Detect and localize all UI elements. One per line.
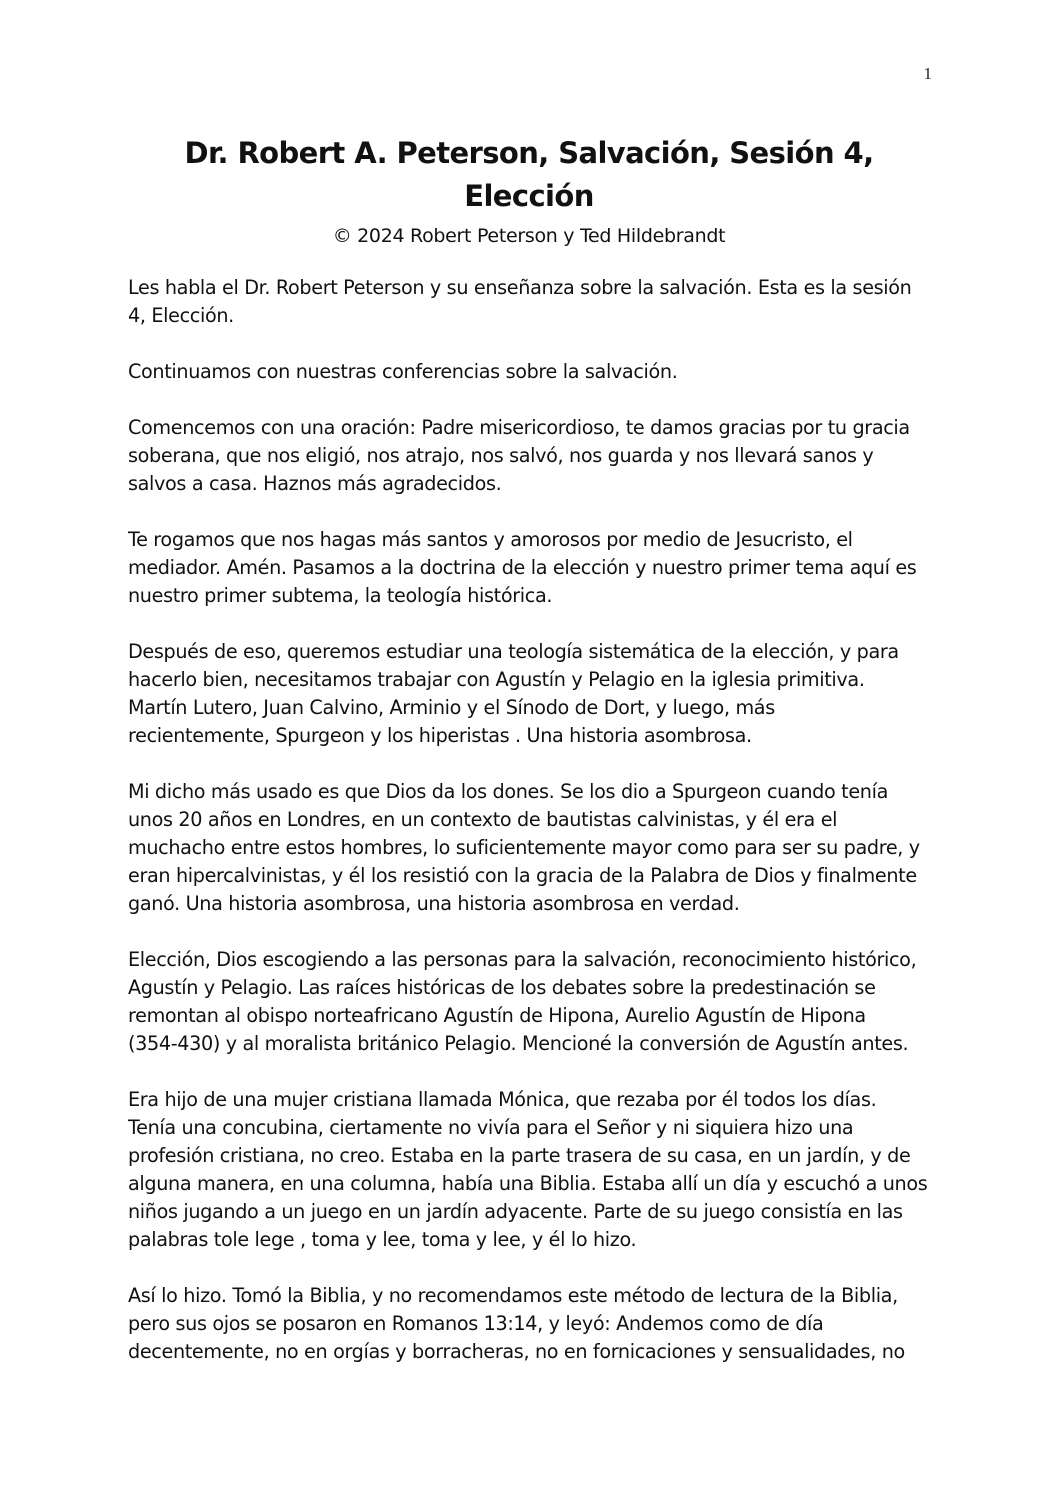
- text-line: Después de eso, queremos estudiar una teología sistemática de la elección, y para: [128, 640, 899, 663]
- paragraph: [128, 414, 934, 498]
- text-line: Mi dicho más usado es que Dios da los dones. Se los dio a Spurgeon cuando tenía: [128, 780, 888, 803]
- text-line: recientemente, Spurgeon y los hiperistas . Una historia asombrosa.: [128, 724, 752, 747]
- text-line: hacerlo bien, necesitamos trabajar con Agustín y Pelagio en la iglesia primitiva.: [128, 668, 865, 691]
- text-line: soberana, que nos eligió, nos atrajo, nos salvó, nos guarda y nos llevará sanos y: [128, 444, 874, 467]
- text-line: salvos a casa. Haznos más agradecidos.: [128, 472, 502, 495]
- page-number: 1: [923, 64, 932, 83]
- text-line: Era hijo de una mujer cristiana llamada Mónica, que rezaba por él todos los días.: [128, 1088, 877, 1111]
- paragraph: [128, 778, 934, 918]
- paragraph: [128, 1282, 934, 1366]
- document-body: [128, 274, 934, 1394]
- text-line: nuestro primer subtema, la teología histórica.: [128, 584, 553, 607]
- text-line: decentemente, no en orgías y borracheras, no en fornicaciones y sensualidades, no: [128, 1340, 905, 1363]
- text-line: Comencemos con una oración: Padre misericordioso, te damos gracias por tu gracia: [128, 416, 910, 439]
- text-line: palabras tole lege , toma y lee, toma y lee, y él lo hizo.: [128, 1228, 637, 1251]
- text-line: Martín Lutero, Juan Calvino, Arminio y el Sínodo de Dort, y luego, más: [128, 696, 775, 719]
- title-block: [128, 132, 930, 250]
- text-line: ganó. Una historia asombrosa, una historia asombrosa en verdad.: [128, 892, 740, 915]
- text-line: Elección, Dios escogiendo a las personas para la salvación, reconocimiento histórico,: [128, 948, 917, 971]
- text-line: Te rogamos que nos hagas más santos y amorosos por medio de Jesucristo, el: [128, 528, 853, 551]
- paragraph: [128, 274, 934, 330]
- paragraph: [128, 638, 934, 750]
- text-line: muchacho entre estos hombres, lo suficientemente mayor como para ser su padre, y: [128, 836, 920, 859]
- text-line: (354-430) y al moralista británico Pelagio. Mencioné la conversión de Agustín antes.: [128, 1032, 909, 1055]
- text-line: Agustín y Pelagio. Las raíces históricas de los debates sobre la predestinación se: [128, 976, 876, 999]
- text-line: 4, Elección.: [128, 304, 234, 327]
- paragraph: [128, 946, 934, 1058]
- document-title-line-1: Dr. Robert A. Peterson, Salvación, Sesión 4,: [184, 136, 874, 170]
- text-line: eran hipercalvinistas, y él los resistió con la gracia de la Palabra de Dios y finalmente: [128, 864, 917, 887]
- paragraph: [128, 1086, 934, 1254]
- text-line: remontan al obispo norteafricano Agustín de Hipona, Aurelio Agustín de Hipona: [128, 1004, 866, 1027]
- copyright-notice: © 2024 Robert Peterson y Ted Hildebrandt: [332, 225, 726, 247]
- text-line: Continuamos con nuestras conferencias sobre la salvación.: [128, 360, 678, 383]
- text-line: mediador. Amén. Pasamos a la doctrina de la elección y nuestro primer tema aquí es: [128, 556, 917, 579]
- document-title-line-2: Elección: [464, 179, 594, 213]
- text-line: Les habla el Dr. Robert Peterson y su enseñanza sobre la salvación. Esta es la sesión: [128, 276, 912, 299]
- text-line: profesión cristiana, no creo. Estaba en la parte trasera de su casa, en un jardín, y de: [128, 1144, 911, 1167]
- text-line: alguna manera, en una columna, había una Biblia. Estaba allí un día y escuchó a unos: [128, 1172, 928, 1195]
- text-line: niños jugando a un juego en un jardín adyacente. Parte de su juego consistía en las: [128, 1200, 903, 1223]
- text-line: unos 20 años en Londres, en un contexto de bautistas calvinistas, y él era el: [128, 808, 838, 831]
- text-line: Así lo hizo. Tomó la Biblia, y no recomendamos este método de lectura de la Biblia,: [128, 1284, 898, 1307]
- paragraph: [128, 526, 934, 610]
- text-line: pero sus ojos se posaron en Romanos 13:14, y leyó: Andemos como de día: [128, 1312, 824, 1335]
- text-line: Tenía una concubina, ciertamente no vivía para el Señor y ni siquiera hizo una: [128, 1116, 854, 1139]
- paragraph: [128, 358, 934, 386]
